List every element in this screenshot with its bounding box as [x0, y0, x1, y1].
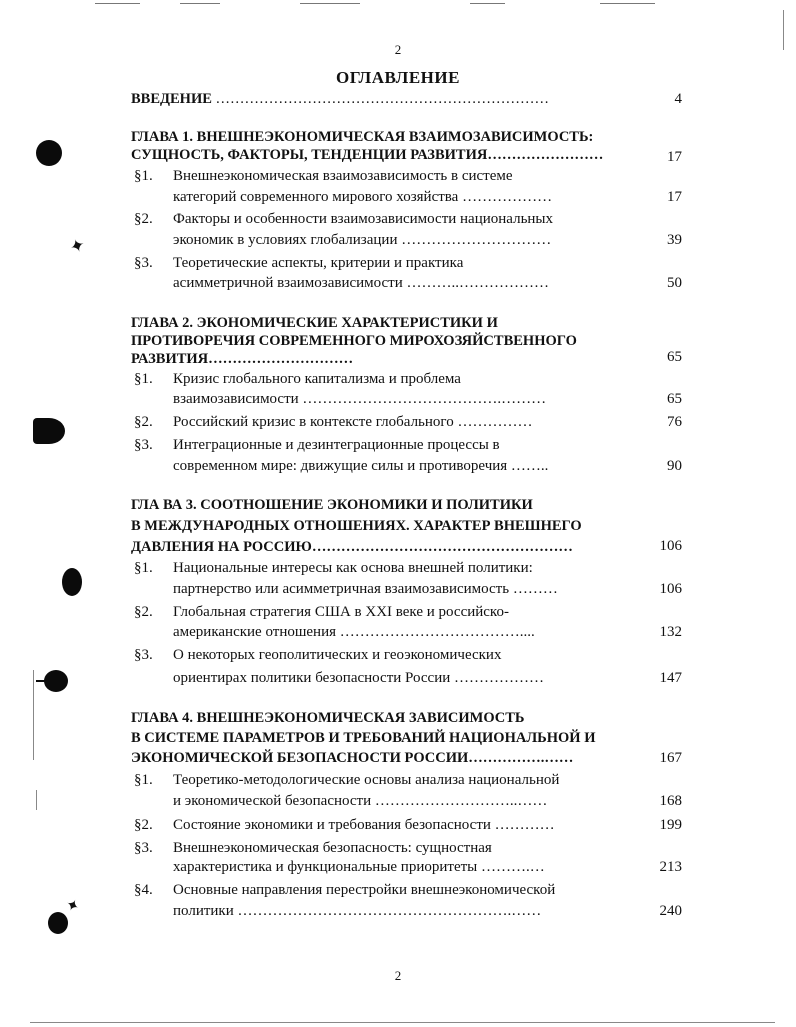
section-title[interactable]: асимметричной взаимозависимости ………..……………… — [173, 275, 550, 291]
chapter-2-heading[interactable]: ГЛАВА 2. ЭКОНОМИЧЕСКИЕ ХАРАКТЕРИСТИКИ И — [131, 315, 498, 331]
section-title[interactable]: Глобальная стратегия США в XXI веке и российско- — [173, 604, 509, 620]
punch-hole-mark — [36, 140, 62, 166]
section-title[interactable]: взаимозависимости ………………………………….……… — [173, 391, 547, 407]
chapter-2-heading[interactable]: РАЗВИТИЯ………………………… — [131, 351, 354, 367]
section-title[interactable]: Интеграционные и дезинтеграционные процессы в — [173, 437, 500, 453]
scan-edge-line — [600, 3, 655, 4]
scan-edge-line — [180, 3, 220, 4]
chapter-3-heading[interactable]: В МЕЖДУНАРОДНЫХ ОТНОШЕНИЯХ. ХАРАКТЕР ВНЕШНЕГО — [131, 518, 582, 534]
section-number: §1. — [134, 560, 153, 576]
scan-edge-line — [300, 3, 360, 4]
punch-hole-mark — [62, 568, 82, 596]
section-page: 147 — [659, 670, 682, 686]
section-title[interactable]: Внешнеэкономическая безопасность: сущностная — [173, 840, 492, 856]
intro-page: 4 — [674, 91, 682, 107]
section-page: 199 — [659, 817, 682, 833]
section-title[interactable]: характеристика и функциональные приоритеты ……….… — [173, 859, 545, 875]
section-title[interactable]: Теоретико-методологические основы анализа национальной — [173, 772, 560, 788]
chapter-3-page: 106 — [659, 538, 682, 554]
chapter-2-page: 65 — [667, 349, 682, 365]
section-page: 50 — [667, 275, 682, 291]
section-page: 168 — [659, 793, 682, 809]
section-page: 90 — [667, 458, 682, 474]
section-title[interactable]: категорий современного мирового хозяйства ……………… — [173, 189, 553, 205]
chapter-1-heading[interactable]: ГЛАВА 1. ВНЕШНЕЭКОНОМИЧЕСКАЯ ВЗАИМОЗАВИСИМОСТЬ: — [131, 129, 594, 145]
scan-edge-line — [95, 3, 140, 4]
punch-hole-mark — [44, 670, 68, 692]
section-title[interactable]: Российский кризис в контексте глобального …………… — [173, 414, 533, 430]
section-title[interactable]: Основные направления перестройки внешнеэкономической — [173, 882, 556, 898]
chapter-2-heading[interactable]: ПРОТИВОРЕЧИЯ СОВРЕМЕННОГО МИРОХОЗЯЙСТВЕННОГО — [131, 333, 577, 349]
section-page: 213 — [659, 859, 682, 875]
punch-hole-mark — [48, 912, 68, 934]
section-title[interactable]: и экономической безопасности ………………………..…… — [173, 793, 548, 809]
section-title[interactable]: партнерство или асимметричная взаимозависимость ……… — [173, 581, 558, 597]
section-number: §2. — [134, 604, 153, 620]
section-title[interactable]: ориентирах политики безопасности России ……………… — [173, 670, 545, 686]
section-number: §2. — [134, 211, 153, 227]
section-number: §3. — [134, 437, 153, 453]
section-title[interactable]: Теоретические аспекты, критерии и практика — [173, 255, 464, 271]
chapter-4-page: 167 — [659, 750, 682, 766]
section-number: §1. — [134, 772, 153, 788]
section-page: 132 — [659, 624, 682, 640]
section-title[interactable]: политики ……………………………………………….…… — [173, 903, 542, 919]
chapter-1-heading[interactable]: СУЩНОСТЬ, ФАКТОРЫ, ТЕНДЕНЦИИ РАЗВИТИЯ…………………… — [131, 147, 604, 163]
section-number: §3. — [134, 647, 153, 663]
punch-hole-mark — [36, 680, 46, 682]
ink-speck-mark: ✦ — [66, 234, 89, 259]
section-title[interactable]: американские отношения ……………………………….... — [173, 624, 535, 640]
scan-edge-line — [36, 790, 37, 810]
chapter-3-heading[interactable]: ГЛА ВА 3. СООТНОШЕНИЕ ЭКОНОМИКИ И ПОЛИТИКИ — [131, 497, 533, 513]
section-page: 106 — [659, 581, 682, 597]
section-title[interactable]: О некоторых геополитических и геоэкономических — [173, 647, 502, 663]
section-number: §3. — [134, 840, 153, 856]
section-page: 39 — [667, 232, 682, 248]
section-page: 65 — [667, 391, 682, 407]
page-number-top: 2 — [394, 42, 402, 57]
page-title: ОГЛАВЛЕНИЕ — [336, 68, 460, 87]
intro-label: ВВЕДЕНИЕ — [131, 91, 212, 107]
section-title[interactable]: Национальные интересы как основа внешней политики: — [173, 560, 533, 576]
page-number-bottom: 2 — [394, 968, 402, 983]
section-number: §2. — [134, 414, 153, 430]
section-title[interactable]: Состояние экономики и требования безопасности ………… — [173, 817, 555, 833]
section-number: §2. — [134, 817, 153, 833]
section-title[interactable]: экономик в условиях глобализации ………………………… — [173, 232, 552, 248]
section-title[interactable]: Внешнеэкономическая взаимозависимость в системе — [173, 168, 513, 184]
chapter-4-heading[interactable]: ГЛАВА 4. ВНЕШНЕЭКОНОМИЧЕСКАЯ ЗАВИСИМОСТЬ — [131, 710, 525, 726]
intro-dots: …………………………………………………………… — [215, 91, 550, 107]
toc-entry-intro[interactable] — [131, 90, 549, 108]
section-title[interactable]: Кризис глобального капитализма и проблема — [173, 371, 461, 387]
scan-edge-line — [33, 670, 34, 760]
section-page: 76 — [667, 414, 682, 430]
ink-speck-mark: ✦ — [62, 894, 83, 917]
section-title[interactable]: современном мире: движущие силы и противоречия …….. — [173, 458, 549, 474]
section-title[interactable]: Факторы и особенности взаимозависимости национальных — [173, 211, 554, 227]
chapter-4-heading[interactable]: В СИСТЕМЕ ПАРАМЕТРОВ И ТРЕБОВАНИЙ НАЦИОНАЛЬНОЙ И — [131, 730, 596, 746]
chapter-3-heading[interactable]: ДАВЛЕНИЯ НА РОССИЮ……………………………………………… — [131, 539, 573, 555]
section-page: 240 — [659, 903, 682, 919]
chapter-1-page: 17 — [667, 149, 682, 165]
scan-edge-line — [470, 3, 505, 4]
scan-edge-line — [30, 1022, 775, 1023]
section-page: 17 — [667, 189, 682, 205]
section-number: §4. — [134, 882, 153, 898]
section-number: §1. — [134, 371, 153, 387]
punch-hole-mark — [33, 418, 65, 444]
section-number: §3. — [134, 255, 153, 271]
section-number: §1. — [134, 168, 153, 184]
chapter-4-heading[interactable]: ЭКОНОМИЧЕСКОЙ БЕЗОПАСНОСТИ РОССИИ…………….…… — [131, 750, 574, 766]
